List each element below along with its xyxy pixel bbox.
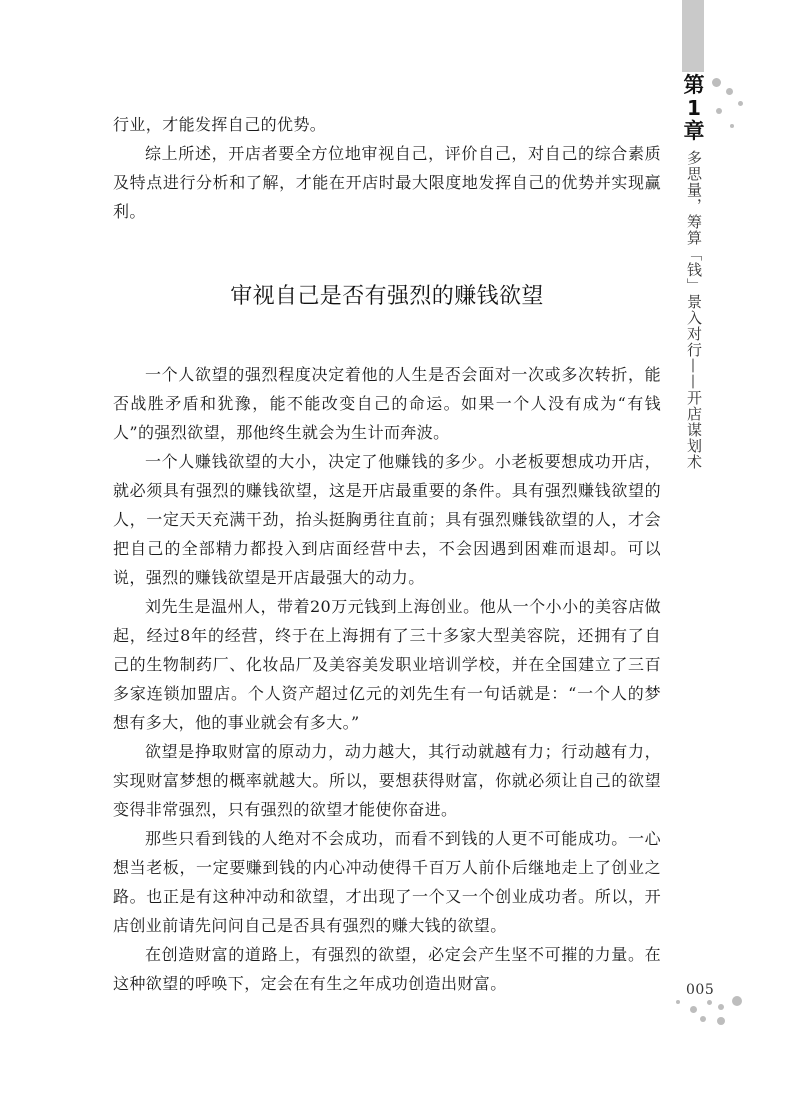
section-title: 审视自己是否有强烈的赚钱欲望	[230, 284, 544, 309]
decorative-dot	[712, 78, 721, 87]
body-paragraph: 一个人欲望的强烈程度决定着他的人生是否会面对一次或多次转折，能否战胜矛盾和犹豫，能不能改变自己的命运。如果一个人没有成为“有钱人”的强烈欲望，那他终生就会为生计而奔波。	[113, 365, 661, 442]
decorative-dot	[690, 1006, 697, 1013]
chapter-number: 1	[687, 96, 701, 120]
body-paragraph: 欲望是挣取财富的原动力，动力越大，其行动就越有力；行动越有力，实现财富梦想的概率就越大。所以，要想获得财富，你就必须让自己的欲望变得非常强烈，只有强烈的欲望才能使你奋进。	[113, 742, 661, 819]
page-number: 005	[686, 982, 715, 998]
decorative-dot	[718, 1004, 724, 1010]
decorative-dot	[738, 101, 743, 106]
chapter-label-suffix: 章	[683, 119, 705, 143]
decorative-dot	[716, 108, 722, 114]
chapter-label-prefix: 第	[683, 73, 705, 97]
decorative-dot	[707, 1000, 712, 1005]
chapter-title-vertical: 多思量，筹算「钱」景入对行——开店谋划术	[685, 150, 703, 470]
decorative-dot	[676, 1000, 680, 1004]
chapter-label	[678, 74, 710, 143]
page-content	[113, 110, 661, 998]
body-paragraph: 刘先生是温州人，带着20万元钱到上海创业。他从一个小小的美容店做起，经过8年的经营，终于在上海拥有了三十多家大型美容院，还拥有了自己的生物制药厂、化妆品厂及美容美发职业培训学校，并在全国建立了三百多家连锁加盟店。个人资产超过亿元的刘先生有一句话就是：“一个人的梦想有多大，他的事业就会有多大。”	[113, 597, 661, 732]
intro-paragraph: 综上所述，开店者要全方位地审视自己，评价自己，对自己的综合素质及特点进行分析和了解，才能在开店时最大限度地发挥自己的优势并实现赢利。	[113, 144, 661, 221]
decorative-dot	[726, 88, 733, 95]
decorative-dot	[717, 1017, 725, 1025]
decorative-dot	[700, 1016, 706, 1022]
chapter-tab-bar	[682, 0, 704, 72]
body-paragraph: 一个人赚钱欲望的大小，决定了他赚钱的多少。小老板要想成功开店，就必须具有强烈的赚钱欲望，这是开店最重要的条件。具有强烈赚钱欲望的人，一定天天充满干劲，抬头挺胸勇往直前；具有强烈赚钱欲望的人，才会把自己的全部精力都投入到店面经营中去，不会因遇到困难而退却。可以说，强烈的赚钱欲望是开店最强大的动力。	[113, 452, 661, 587]
decorative-dot	[730, 124, 734, 128]
body-paragraph: 那些只看到钱的人绝对不会成功，而看不到钱的人更不可能成功。一心想当老板，一定要赚到钱的内心冲动使得千百万人前仆后继地走上了创业之路。也正是有这种冲动和欲望，才出现了一个又一个创业成功者。所以，开店创业前请先问问自己是否具有强烈的赚大钱的欲望。	[113, 829, 661, 935]
intro-paragraph-continued: 行业，才能发挥自己的优势。	[113, 115, 327, 134]
decorative-dot	[732, 996, 742, 1006]
body-paragraph: 在创造财富的道路上，有强烈的欲望，必定会产生坚不可摧的力量。在这种欲望的呼唤下，定会在有生之年成功创造出财富。	[113, 945, 661, 993]
